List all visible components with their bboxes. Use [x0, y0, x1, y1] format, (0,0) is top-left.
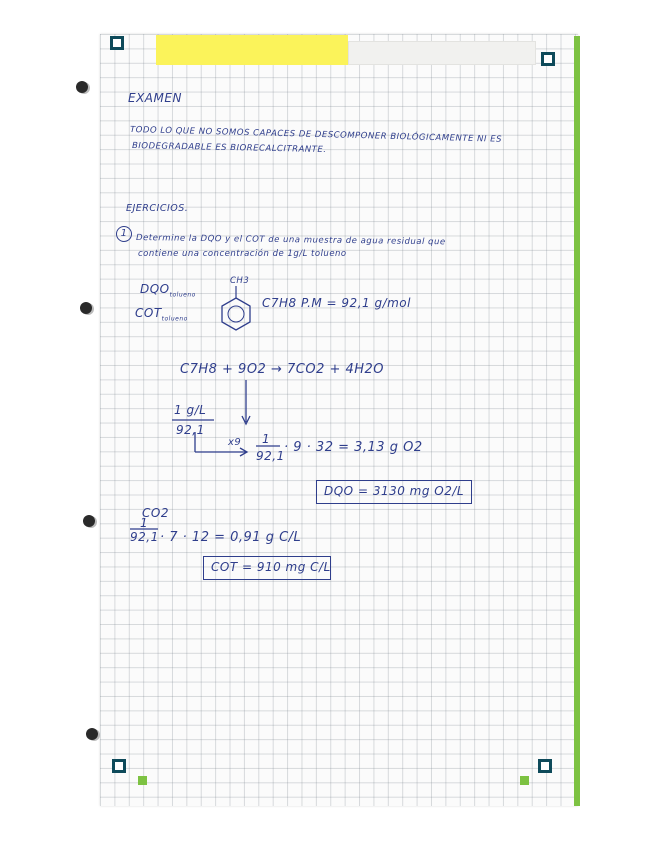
calc-denominator: 92,1 — [256, 449, 285, 463]
cot-result: COT = 910 mg C/L — [211, 560, 331, 574]
formula-molar-mass: C7H8 P.M = 92,1 g/mol — [262, 296, 411, 310]
prompt-line-2: contiene una concentración de 1g/L tolueno — [138, 249, 347, 259]
dqo-calculation: · 9 · 32 = 3,13 g O2 — [284, 440, 423, 455]
methyl-label: CH3 — [230, 276, 250, 286]
fraction-denominator: 92,1 — [176, 423, 205, 437]
intro-line-1: TODO LO QUE NO SOMOS CAPACES DE DESCOMPONER BIOLÓGICAMENTE NI ES — [129, 125, 503, 145]
cot-fraction-numerator: 1 — [140, 516, 149, 530]
co2-label: CO2 — [142, 506, 169, 520]
cot-calculation: · 7 · 12 = 0,91 g C/L — [160, 530, 302, 545]
calc-numerator: 1 — [262, 432, 271, 446]
dqo-label: $DQO_{tolueno}$ — [140, 282, 196, 299]
exercise-number: 1 — [116, 226, 132, 242]
section-ejercicios: EJERCICIOS. — [126, 203, 189, 214]
cot-label: $COT_{tolueno}$ — [135, 306, 188, 323]
combustion-reaction: C7H8 + 9O2 → 7CO2 + 4H2O — [180, 362, 385, 377]
times-nine: x9 — [228, 437, 242, 448]
intro-line-2: BIODEGRADABLE ES BIORECALCITRANTE. — [131, 141, 327, 156]
fraction-numerator: 1 g/L — [174, 403, 207, 417]
cot-fraction-denominator: 92,1 — [130, 530, 159, 544]
heading-examen: EXAMEN — [128, 91, 182, 105]
dqo-result: DQO = 3130 mg O2/L — [324, 484, 465, 498]
prompt-line-1: Determine la DQO y el COT de una muestra de agua residual que — [135, 233, 446, 248]
